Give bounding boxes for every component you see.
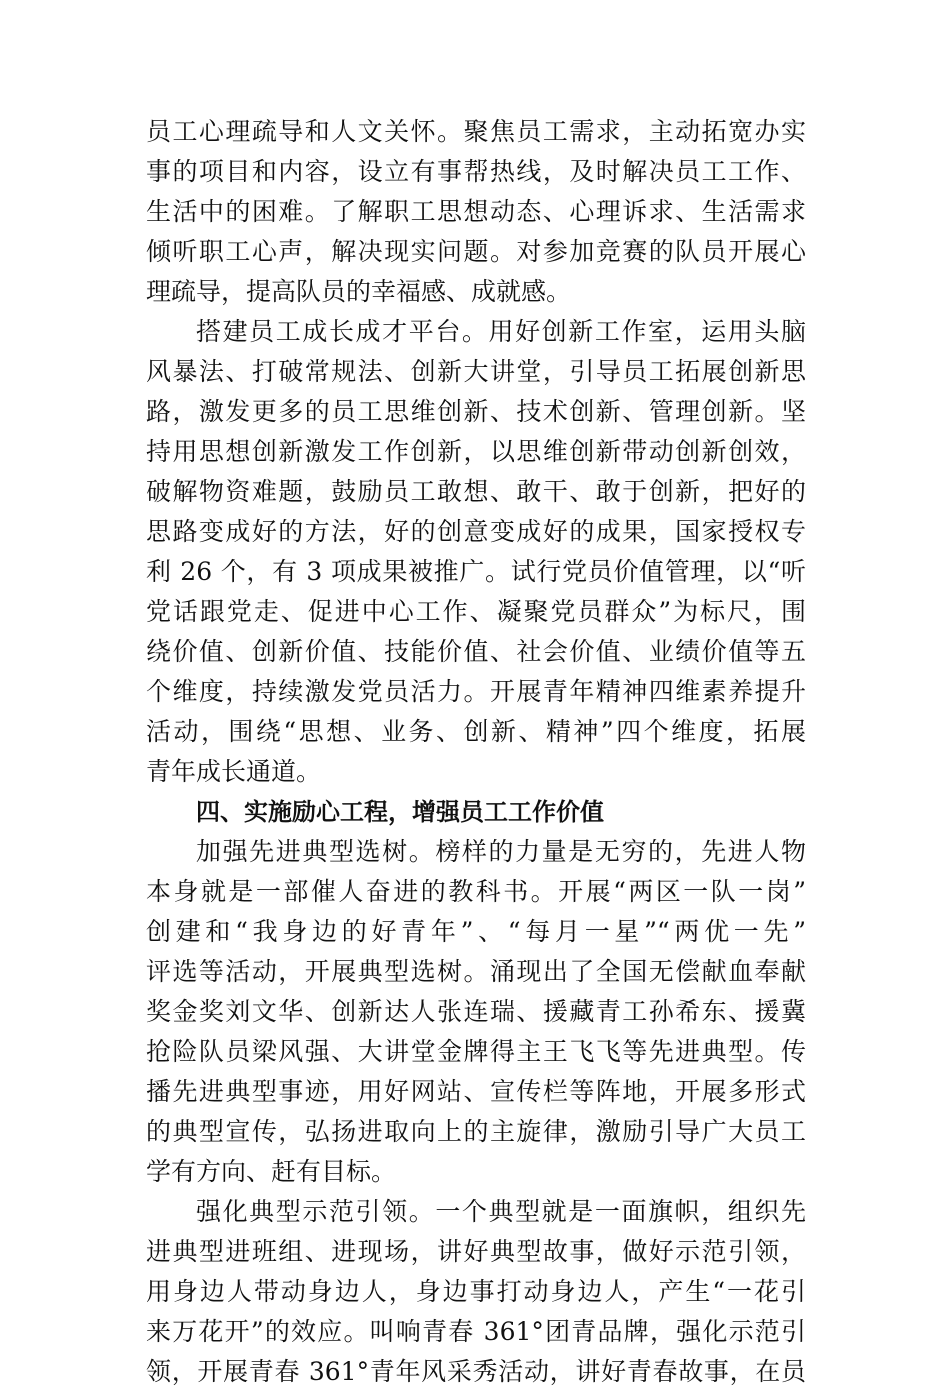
text-line: 用身边人带动身边人，身边事打动身边人，产生“一花引 (146, 1277, 806, 1306)
text-line: 理疏导，提高队员的幸福感、成就感。 (146, 277, 572, 306)
paragraph-employee-care (146, 112, 806, 312)
text-line: 利 26 个，有 3 项成果被推广。试行党员价值管理，以“听 (146, 557, 806, 586)
text-line: 学有方向、赶有目标。 (146, 1157, 397, 1186)
text-line: 的典型宣传，弘扬进取向上的主旋律，激励引导广大员工 (146, 1117, 806, 1146)
paragraph-role-models (146, 832, 806, 1192)
text-line: 路，激发更多的员工思维创新、技术创新、管理创新。坚 (146, 397, 806, 426)
text-line: 活动，围绕“思想、业务、创新、精神”四个维度，拓展 (146, 717, 806, 746)
text-line: 本身就是一部催人奋进的教科书。开展“两区一队一岗” (146, 877, 806, 906)
text-line: 搭建员工成长成才平台。用好创新工作室，运用头脑 (196, 317, 806, 346)
paragraph-demonstration (146, 1192, 806, 1392)
text-line: 创建和“我身边的好青年”、“每月一星”“两优一先” (146, 917, 806, 946)
document-body (146, 112, 806, 1392)
section-heading: 四、实施励心工程，增强员工工作价值 (196, 798, 604, 826)
text-line: 事的项目和内容，设立有事帮热线，及时解决员工工作、 (146, 157, 806, 186)
text-line: 青年成长通道。 (146, 757, 322, 786)
text-line: 绕价值、创新价值、技能价值、社会价值、业绩价值等五 (146, 637, 806, 666)
paragraph-growth-platform (146, 312, 806, 792)
text-line: 奖金奖刘文华、创新达人张连瑞、援藏青工孙希东、援冀 (146, 997, 806, 1026)
text-line: 员工心理疏导和人文关怀。聚焦员工需求，主动拓宽办实 (146, 117, 806, 146)
text-line: 抢险队员梁风强、大讲堂金牌得主王飞飞等先进典型。传 (146, 1037, 806, 1066)
text-line: 生活中的困难。了解职工思想动态、心理诉求、生活需求 (146, 197, 806, 226)
text-line: 评选等活动，开展典型选树。涌现出了全国无偿献血奉献 (146, 957, 806, 986)
text-line: 风暴法、打破常规法、创新大讲堂，引导员工拓展创新思 (146, 357, 806, 386)
text-line: 破解物资难题，鼓励员工敢想、敢干、敢于创新，把好的 (146, 477, 806, 506)
text-line: 领，开展青春 361°青年风采秀活动，讲好青春故事，在员 (146, 1357, 806, 1386)
text-line: 个维度，持续激发党员活力。开展青年精神四维素养提升 (146, 677, 806, 706)
text-line: 持用思想创新激发工作创新，以思维创新带动创新创效， (146, 437, 806, 466)
text-line: 倾听职工心声，解决现实问题。对参加竞赛的队员开展心 (146, 237, 806, 266)
text-line: 播先进典型事迹，用好网站、宣传栏等阵地，开展多形式 (146, 1077, 806, 1106)
text-line: 进典型进班组、进现场，讲好典型故事，做好示范引领， (146, 1237, 806, 1266)
text-line: 思路变成好的方法，好的创意变成好的成果，国家授权专 (146, 517, 806, 546)
text-line: 强化典型示范引领。一个典型就是一面旗帜，组织先 (196, 1197, 806, 1226)
text-line: 来万花开”的效应。叫响青春 361°团青品牌，强化示范引 (146, 1317, 806, 1346)
text-line: 加强先进典型选树。榜样的力量是无穷的，先进人物 (196, 837, 806, 866)
text-line: 党话跟党走、促进中心工作、凝聚党员群众”为标尺，围 (146, 597, 806, 626)
